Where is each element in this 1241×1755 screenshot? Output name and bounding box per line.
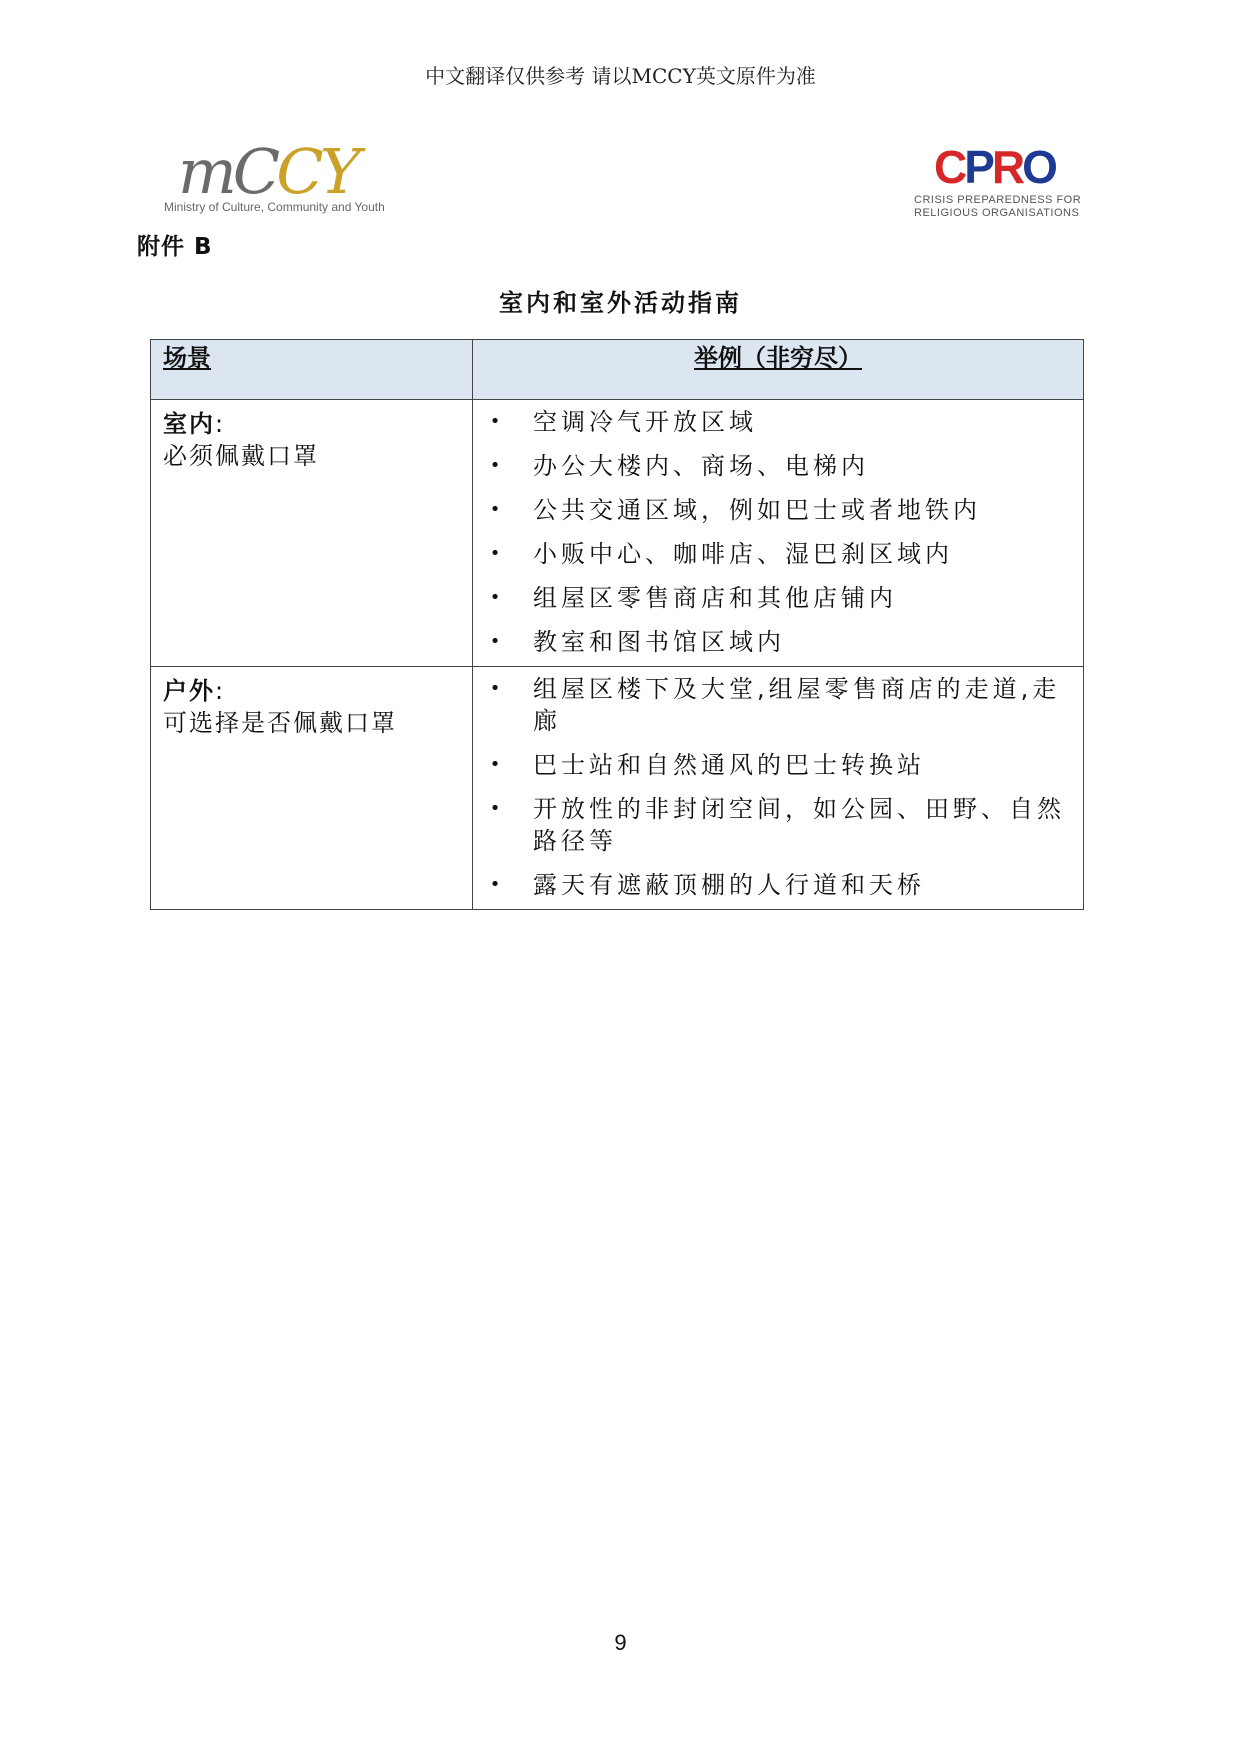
mccy-logo-wordmark [178,135,357,208]
examples-list [487,673,1075,901]
example-text: 教室和图书馆区域内 [533,628,785,656]
table-row [151,400,1084,667]
table-row [151,667,1084,910]
mccy-logo-word-gray: mC [178,135,277,208]
scene-cell [151,400,473,667]
bullet-icon: • [489,631,505,652]
example-text: 空调冷气开放区域 [533,408,757,436]
scene-name: 户外 [163,677,215,705]
cpro-logo-wordmark [934,142,1055,192]
example-text: 办公大楼内、商场、电梯内 [533,452,869,480]
translation-disclaimer: 中文翻译仅供参考 请以MCCY英文原件为准 [425,64,816,88]
list-item [487,749,1075,781]
cpro-letter-p: P [964,141,992,193]
header-scene: 场景 [151,340,473,400]
example-text: 露天有遮蔽顶棚的人行道和天桥 [533,871,925,899]
header-examples: 举例（非穷尽） [473,340,1084,400]
list-item [487,450,1075,482]
bullet-icon: • [489,678,505,699]
list-item [487,869,1075,901]
example-text: 开放性的非封闭空间，如公园、田野、自然路径等 [533,795,1065,855]
scene-colon: : [215,677,226,705]
bullet-icon: • [489,874,505,895]
mccy-logo-word-end: Y [319,135,357,208]
bullet-icon: • [489,587,505,608]
mccy-logo-subtitle: Ministry of Culture, Community and Youth [164,200,385,214]
table-header-row [151,340,1084,400]
examples-cell [473,667,1084,910]
example-text: 巴士站和自然通风的巴士转换站 [533,751,925,779]
table-body [151,400,1084,910]
page-number: 9 [614,1630,627,1655]
list-item [487,626,1075,658]
mccy-logo-word-gold: C [276,135,320,208]
list-item [487,538,1075,570]
list-item [487,582,1075,614]
cpro-letter-o: O [1022,141,1055,193]
scene-cell [151,667,473,910]
scene-heading [163,408,460,440]
scene-heading [163,675,460,707]
scene-name: 室内 [163,410,215,438]
cpro-letter-c: C [934,141,965,193]
example-text: 组屋区楼下及大堂,组屋零售商店的走道,走廊 [533,675,1061,735]
cpro-letter-r: R [991,141,1023,193]
cpro-logo-subtitle: CRISIS PREPAREDNESS FOR RELIGIOUS ORGANISATIONS [914,194,1082,219]
list-item [487,673,1075,737]
scene-colon: : [215,410,226,438]
document-title: 室内和室外活动指南 [499,289,742,317]
bullet-icon: • [489,411,505,432]
list-item [487,406,1075,438]
mask-requirement: 可选择是否佩戴口罩 [163,709,397,737]
bullet-icon: • [489,499,505,520]
mask-requirement: 必须佩戴口罩 [163,442,319,470]
bullet-icon: • [489,798,505,819]
annex-label: 附件 B [137,234,213,260]
mccy-logo [160,135,420,220]
example-text: 组屋区零售商店和其他店铺内 [533,584,897,612]
bullet-icon: • [489,455,505,476]
example-text: 小贩中心、咖啡店、湿巴刹区域内 [533,540,953,568]
example-text: 公共交通区域，例如巴士或者地铁内 [533,496,981,524]
list-item [487,793,1075,857]
list-item [487,494,1075,526]
cpro-logo [912,141,1092,224]
bullet-icon: • [489,754,505,775]
bullet-icon: • [489,543,505,564]
examples-cell [473,400,1084,667]
examples-list [487,406,1075,658]
guidelines-table [150,339,1084,910]
